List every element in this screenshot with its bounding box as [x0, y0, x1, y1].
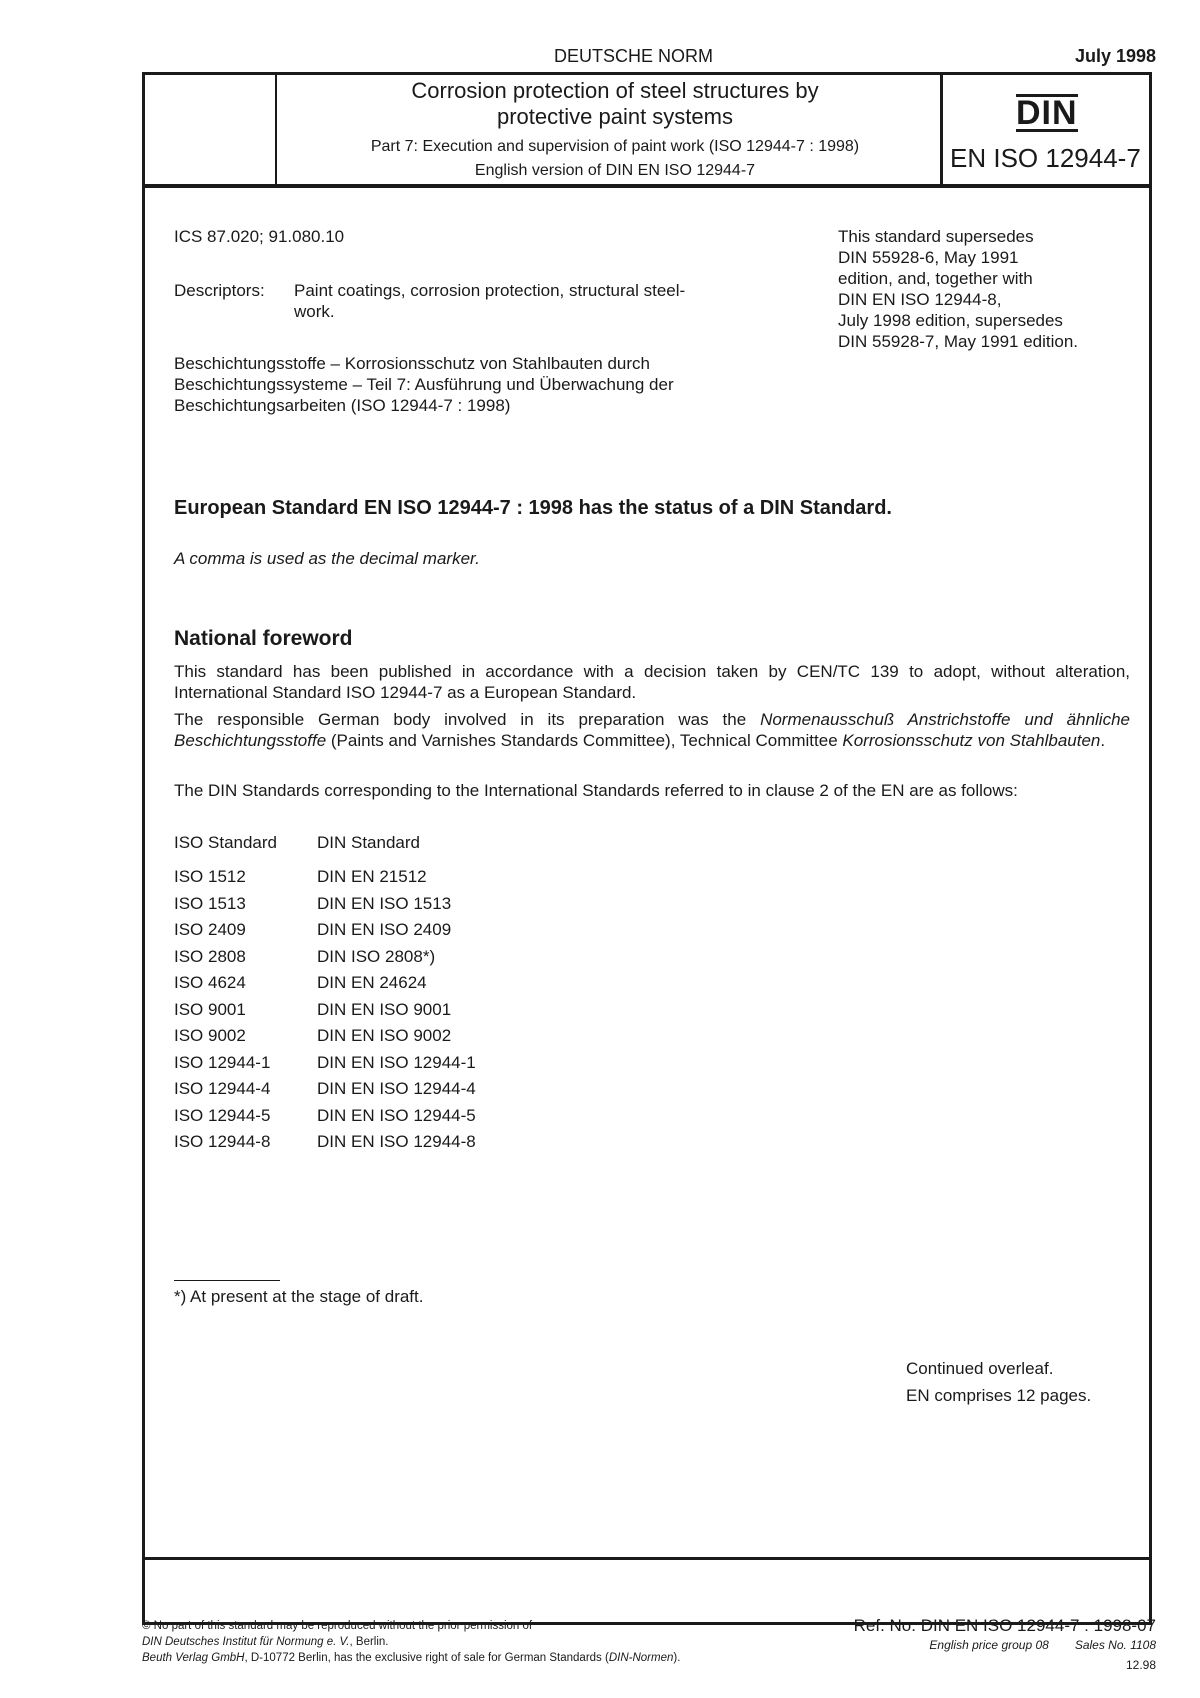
technical-committee-name: Korrosionsschutz von Stahlbauten — [842, 731, 1101, 750]
price-group: English price group 08 — [929, 1638, 1049, 1652]
price-line — [929, 1638, 1156, 1652]
iso-standard-cell: ISO 1513 — [174, 893, 246, 913]
table-row — [174, 920, 476, 947]
reference-number: Ref. No. DIN EN ISO 12944-7 : 1998-07 — [853, 1616, 1156, 1635]
supersedes-note — [838, 226, 1158, 352]
din-standard-cell: DIN EN ISO 9001 — [317, 999, 452, 1019]
iso-standard-cell: ISO 12944-1 — [174, 1052, 271, 1072]
foreword-paragraph-3: The DIN Standards corresponding to the International Standards referred to in clause 2 of the EN are as follows: — [174, 781, 1018, 800]
iso-standard-cell: ISO 12944-5 — [174, 1105, 271, 1125]
norm-label: DEUTSCHE NORM — [554, 46, 714, 66]
english-version-line: English version of DIN EN ISO 12944-7 — [474, 162, 756, 179]
din-standard-cell: DIN EN 24624 — [317, 973, 427, 992]
iso-standard-cell: ISO 2409 — [174, 920, 246, 939]
din-standard-cell: DIN EN ISO 1513 — [317, 893, 452, 913]
copyright-notice — [142, 1618, 680, 1666]
table-row — [174, 947, 476, 974]
german-title-line: Beschichtungsarbeiten (ISO 12944-7 : 1998) — [174, 396, 511, 415]
descriptors-label: Descriptors: — [174, 281, 265, 300]
standards-correspondence-table — [174, 833, 476, 1159]
supersedes-line: DIN 55928-7, May 1991 edition. — [838, 332, 1079, 351]
descriptors-text — [294, 280, 794, 322]
status-statement: European Standard EN ISO 12944-7 : 1998 has the status of a DIN Standard. — [174, 497, 892, 519]
para2-suffix: . — [1100, 731, 1106, 750]
copyright-end: ). — [673, 1652, 681, 1664]
din-standard-cell: DIN EN ISO 12944-8 — [317, 1132, 476, 1151]
german-title — [174, 353, 794, 416]
document-title-block — [290, 78, 940, 179]
column-header-din: DIN Standard — [317, 833, 420, 852]
continued-overleaf: Continued overleaf. — [906, 1359, 1054, 1378]
header-divider-right — [940, 75, 943, 184]
din-standard-cell: DIN ISO 2808*) — [317, 946, 436, 966]
din-logo: DIN — [1016, 94, 1078, 132]
footnote: *) At present at the stage of draft. — [174, 1287, 424, 1306]
copyright-line — [142, 1634, 680, 1650]
footnote-rule — [174, 1280, 280, 1281]
german-title-line: Beschichtungssysteme – Teil 7: Ausführung und Überwachung der — [174, 375, 674, 394]
document-title-line-1: Corrosion protection of steel structures by — [411, 78, 819, 103]
document-title-line-2: protective paint systems — [497, 104, 733, 129]
din-standard-cell: DIN EN ISO 12944-4 — [317, 1079, 476, 1098]
descriptors-line: work. — [294, 302, 335, 321]
din-normen: DIN-Normen — [608, 1652, 674, 1664]
table-row — [174, 1000, 476, 1027]
din-standard-cell: DIN EN 21512 — [317, 867, 427, 886]
table-row — [174, 1053, 476, 1080]
iso-standard-cell: ISO 4624 — [174, 973, 246, 992]
decimal-marker-note: A comma is used as the decimal marker. — [174, 549, 480, 568]
issue-date: 12.98 — [1125, 1658, 1156, 1672]
din-standard-cell: DIN EN ISO 12944-1 — [317, 1052, 476, 1072]
national-foreword-heading: National foreword — [174, 627, 353, 650]
standard-number: EN ISO 12944-7 — [950, 143, 1141, 173]
table-row — [174, 973, 476, 1000]
committee-name: Normenausschuß Anstrichstoffe und ähnliche Beschichtungsstoffe — [174, 710, 1130, 750]
copyright-line: © No part of this standard may be reproduced without the prior permission of — [142, 1620, 533, 1632]
copyright-line — [142, 1650, 680, 1666]
supersedes-line: edition, and, together with — [838, 269, 1033, 288]
din-institute-name: DIN Deutsches Institut für Normung e. V. — [142, 1636, 350, 1648]
copyright-suffix: , Berlin. — [349, 1636, 389, 1648]
header-divider-left — [275, 75, 277, 184]
publication-date: July 1998 — [1074, 46, 1156, 66]
table-row — [174, 1079, 476, 1106]
foreword-paragraph-1: This standard has been published in accordance with a decision taken by CEN/TC 139 to adopt, without alteration, International Standard ISO 12944-7 as a European Standard. — [174, 662, 1130, 702]
sales-number: Sales No. 1108 — [1074, 1638, 1156, 1652]
supersedes-line: DIN 55928-6, May 1991 — [838, 248, 1019, 267]
table-row — [174, 1026, 476, 1053]
footer-box — [142, 1558, 1152, 1625]
din-standard-cell: DIN EN ISO 9002 — [317, 1026, 452, 1045]
table-row — [174, 894, 476, 921]
din-standard-cell: DIN EN ISO 2409 — [317, 920, 452, 939]
foreword-paragraph-2 — [174, 709, 1130, 751]
iso-standard-cell: ISO 9001 — [174, 999, 246, 1019]
part-subtitle: Part 7: Execution and supervision of paint work (ISO 12944-7 : 1998) — [370, 138, 860, 155]
table-row — [174, 867, 476, 894]
ics-code: ICS 87.020; 91.080.10 — [174, 227, 345, 246]
table-row — [174, 1106, 476, 1133]
descriptors-line: Paint coatings, corrosion protection, structural steel- — [294, 281, 686, 300]
german-title-line: Beschichtungsstoffe – Korrosionsschutz von Stahlbauten durch — [174, 354, 650, 373]
table-header-row — [174, 833, 476, 867]
continued-note — [906, 1355, 1091, 1409]
supersedes-line: July 1998 edition, supersedes — [838, 311, 1063, 330]
iso-standard-cell: ISO 1512 — [174, 867, 246, 886]
supersedes-line: DIN EN ISO 12944-8, — [838, 290, 1002, 309]
para2-prefix: The responsible German body involved in its preparation was the — [174, 710, 761, 729]
iso-standard-cell: ISO 9002 — [174, 1026, 246, 1045]
column-header-iso: ISO Standard — [174, 833, 278, 852]
iso-standard-cell: ISO 2808 — [174, 946, 246, 966]
table-row — [174, 1132, 476, 1159]
page-count: EN comprises 12 pages. — [906, 1386, 1092, 1405]
para2-middle: (Paints and Varnishes Standards Committee), Technical Committee — [326, 731, 843, 750]
din-standard-cell: DIN EN ISO 12944-5 — [317, 1105, 476, 1125]
iso-standard-cell: ISO 12944-8 — [174, 1132, 271, 1151]
iso-standard-cell: ISO 12944-4 — [174, 1079, 271, 1098]
copyright-sales-text: , D-10772 Berlin, has the exclusive right of sale for German Standards ( — [244, 1652, 609, 1664]
publisher-name: Beuth Verlag GmbH — [142, 1652, 245, 1664]
supersedes-line: This standard supersedes — [838, 227, 1034, 246]
